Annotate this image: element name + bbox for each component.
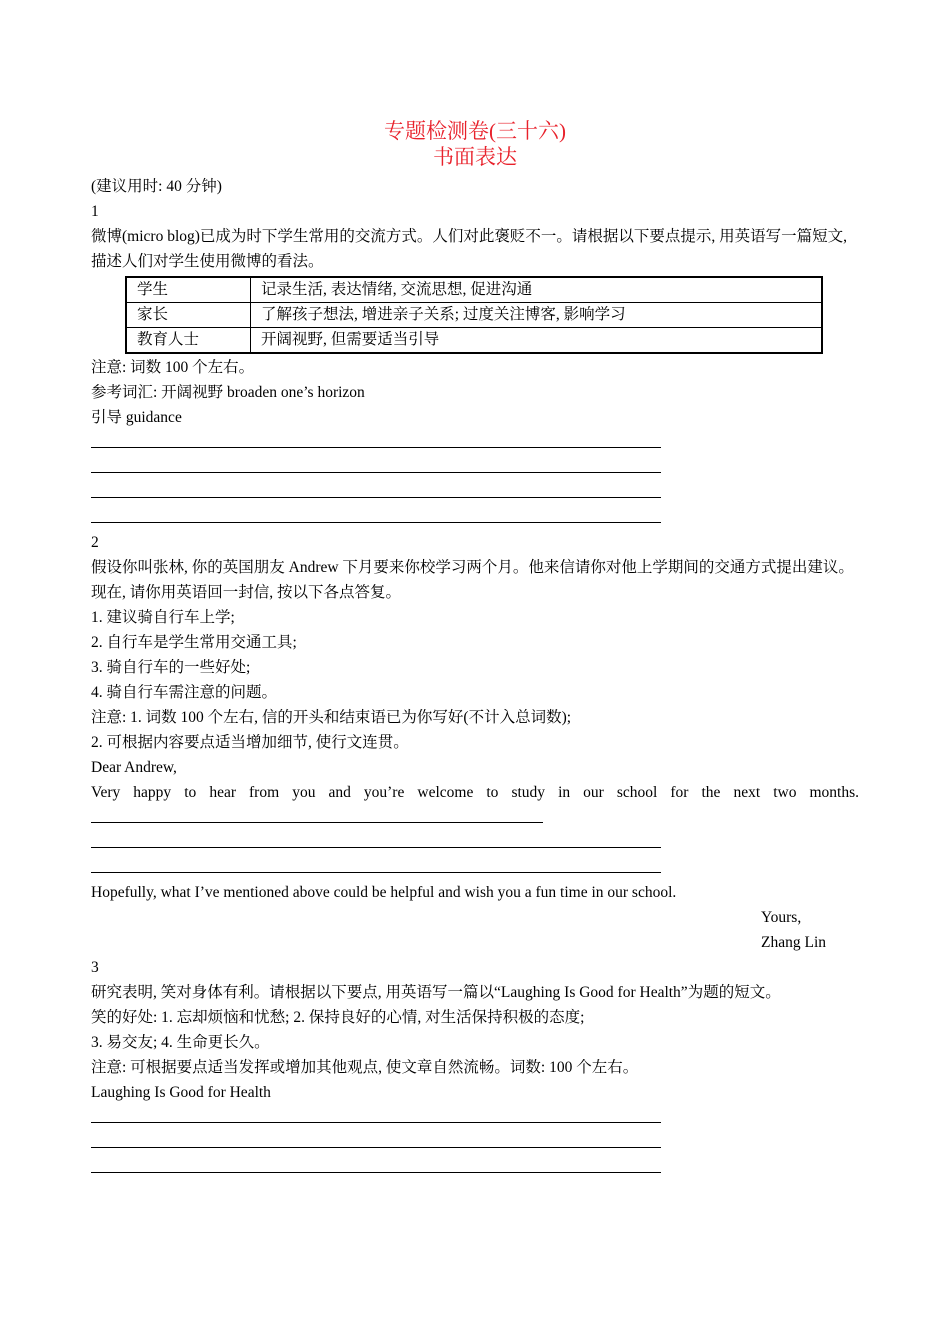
answer-line[interactable] (91, 455, 859, 480)
opinion-table (125, 276, 823, 354)
table-cell-group: 学生 (126, 277, 251, 303)
page-title: 专题检测卷(三十六) (384, 119, 566, 143)
table-cell-group: 家长 (126, 303, 251, 328)
letter-greeting: Dear Andrew, (91, 759, 177, 776)
table-row (126, 303, 822, 328)
question-1-note: 注意: 词数 100 个左右。 (91, 359, 255, 376)
answer-line[interactable] (91, 1105, 859, 1130)
question-2-point: 2. 自行车是学生常用交通工具; (91, 634, 297, 651)
answer-line[interactable] (91, 480, 859, 505)
question-2-prompt: 假设你叫张林, 你的英国朋友 Andrew 下月要来你校学习两个月。他来信请你对他上学期间的交通方式提出建议。 (91, 559, 854, 576)
answer-line[interactable] (91, 1130, 859, 1155)
question-3-benefits-2: 3. 易交友; 4. 生命更长久。 (91, 1034, 270, 1051)
letter-closing: Hopefully, what I’ve mentioned above could be helpful and wish you a fun time in our school. (91, 884, 677, 901)
answer-line[interactable] (91, 855, 859, 880)
question-1-vocab-2: 引导 guidance (91, 409, 182, 426)
table-row (126, 277, 822, 303)
question-1-number: 1 (91, 203, 99, 220)
letter-opening: Very happy to hear from you and you’re welcome to study in our school for the next two months. (91, 784, 859, 801)
question-2-note-2: 2. 可根据内容要点适当增加细节, 使行文连贯。 (91, 734, 409, 751)
answer-line[interactable] (91, 1155, 859, 1180)
question-2-note-1: 注意: 1. 词数 100 个左右, 信的开头和结束语已为你写好(不计入总词数); (91, 709, 572, 726)
question-1-prompt: 微博(micro blog)已成为时下学生常用的交流方式。人们对此褒贬不一。请根据以下要点提示, 用英语写一篇短文, 描述人们对学生使用微博的看法。 (91, 228, 848, 270)
question-3-note: 注意: 可根据要点适当发挥或增加其他观点, 使文章自然流畅。词数: 100 个左右。 (91, 1059, 639, 1076)
question-2-number: 2 (91, 534, 99, 551)
question-2-point: 4. 骑自行车需注意的问题。 (91, 684, 278, 701)
answer-line[interactable] (91, 505, 859, 530)
table-cell-view: 开阔视野, 但需要适当引导 (251, 328, 823, 354)
essay-title: Laughing Is Good for Health (91, 1084, 271, 1101)
table-cell-group: 教育人士 (126, 328, 251, 354)
question-2-point: 1. 建议骑自行车上学; (91, 609, 235, 626)
question-3-number: 3 (91, 959, 99, 976)
answer-line[interactable] (91, 830, 859, 855)
table-cell-view: 了解孩子想法, 增进亲子关系; 过度关注博客, 影响学习 (251, 303, 823, 328)
answer-line[interactable] (91, 805, 859, 830)
worksheet-page (91, 118, 859, 1180)
page-subtitle: 书面表达 (433, 145, 517, 169)
time-note: (建议用时: 40 分钟) (91, 178, 222, 195)
question-1-vocab-1: 参考词汇: 开阔视野 broaden one’s horizon (91, 384, 365, 401)
table-cell-view: 记录生活, 表达情绪, 交流思想, 促进沟通 (251, 277, 823, 303)
table-row (126, 328, 822, 354)
question-3-prompt: 研究表明, 笑对身体有利。请根据以下要点, 用英语写一篇以“Laughing Is Good for Health”为题的短文。 (91, 984, 781, 1001)
letter-signature: Zhang Lin (761, 934, 826, 951)
question-2-point: 3. 骑自行车的一些好处; (91, 659, 251, 676)
answer-line[interactable] (91, 430, 859, 455)
question-3-benefits-1: 笑的好处: 1. 忘却烦恼和忧愁; 2. 保持良好的心情, 对生活保持积极的态度; (91, 1009, 585, 1026)
letter-sign-off: Yours, (761, 909, 802, 926)
question-2-instruction: 现在, 请你用英语回一封信, 按以下各点答复。 (91, 584, 402, 601)
